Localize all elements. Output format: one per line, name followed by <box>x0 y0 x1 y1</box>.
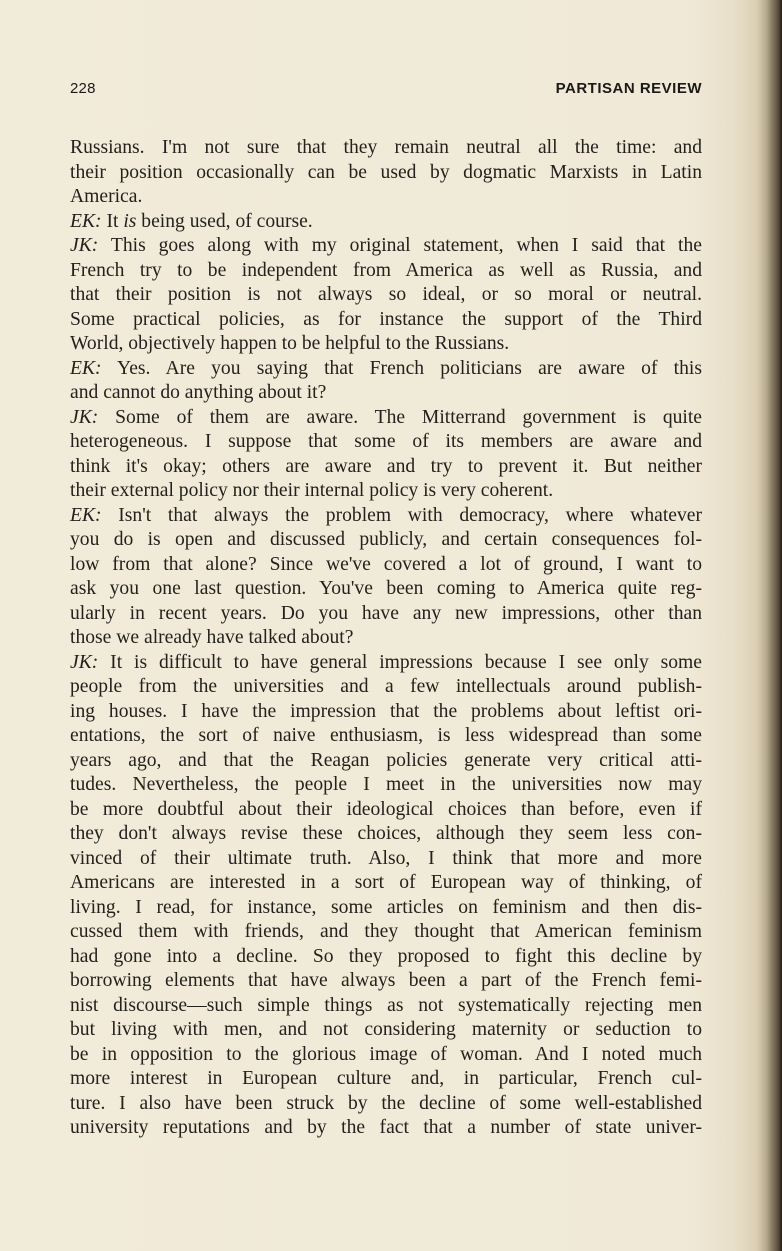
text-line <box>70 969 702 994</box>
line-text: It <box>101 210 124 232</box>
line-text: nist discourse—such simple things as not systematically rejecting men <box>70 994 702 1016</box>
text-line <box>70 479 702 504</box>
speaker-label: EK: <box>70 357 102 379</box>
text-line <box>70 455 702 480</box>
text-line <box>70 602 702 627</box>
line-text: ularly in recent years. Do you have any new impressions, other than <box>70 602 702 624</box>
line-text: living. I read, for instance, some articles on feminism and then dis- <box>70 896 702 918</box>
line-text: borrowing elements that have always been a part of the French femi- <box>70 970 702 991</box>
text-line <box>70 1092 702 1117</box>
text-line <box>70 259 702 284</box>
line-text: people from the universities and a few intellectuals around publish- <box>70 676 702 697</box>
text-line <box>70 332 702 357</box>
page-number: 228 <box>70 80 96 97</box>
line-text: Yes. Are you saying that French politicians are aware of this <box>101 357 702 379</box>
text-line <box>70 994 702 1019</box>
text-line <box>70 1067 702 1092</box>
line-text: university reputations and by the fact that a number of state univer- <box>70 1117 702 1138</box>
line-text: think it's okay; others are aware and try to prevent it. But neither <box>70 455 702 477</box>
text-line <box>70 847 702 872</box>
line-text: Some of them are aware. The Mitterrand government is quite <box>98 406 702 428</box>
line-text: that their position is not always so ideal, or so moral or neutral. <box>70 284 702 305</box>
line-text: America. <box>70 186 143 207</box>
line-text: and cannot do anything about it? <box>70 382 327 403</box>
line-text: you do is open and discussed publicly, and certain consequences fol- <box>70 529 702 550</box>
line-text: their external policy nor their internal policy is very coherent. <box>70 480 554 501</box>
body-text <box>70 136 702 1141</box>
text-line <box>70 406 702 431</box>
text-line <box>70 798 702 823</box>
line-text: be more doubtful about their ideological choices than before, even if <box>70 798 702 820</box>
text-line <box>70 945 702 970</box>
text-line <box>70 896 702 921</box>
line-text: ing houses. I have the impression that the problems about leftist ori- <box>70 700 702 722</box>
line-text: cussed them with friends, and they thought that American feminism <box>70 921 702 942</box>
line-text: Americans are interested in a sort of European way of thinking, of <box>70 872 702 893</box>
line-text: but living with men, and not considering maternity or seduction to <box>70 1019 702 1040</box>
speaker-label: JK: <box>70 235 99 256</box>
text-line <box>70 822 702 847</box>
text-line <box>70 430 702 455</box>
line-text: years ago, and that the Reagan policies generate very critical atti- <box>70 749 702 771</box>
text-line <box>70 871 702 896</box>
text-line <box>70 357 702 382</box>
text-line <box>70 283 702 308</box>
running-head: PARTISAN REVIEW <box>555 80 702 97</box>
book-gutter-shadow <box>756 0 782 1251</box>
text-line <box>70 920 702 945</box>
text-line <box>70 577 702 602</box>
line-text: Some practical policies, as for instance the support of the Third <box>70 308 702 330</box>
line-text: tudes. Nevertheless, the people I meet in the universities now may <box>70 774 702 795</box>
page-header <box>70 80 702 104</box>
emphasis: is <box>123 210 137 232</box>
text-line <box>70 1043 702 1068</box>
line-text: Russians. I'm not sure that they remain neutral all the time: and <box>70 137 702 158</box>
text-line <box>70 724 702 749</box>
line-text: vinced of their ultimate truth. Also, I think that more and more <box>70 847 702 869</box>
line-text: more interest in European culture and, in particular, French cul- <box>70 1068 702 1089</box>
text-line <box>70 553 702 578</box>
line-text: It is difficult to have general impressions because I see only some <box>98 651 702 673</box>
line-text: ask you one last question. You've been coming to America quite reg- <box>70 578 702 599</box>
text-line <box>70 1018 702 1043</box>
text-line <box>70 675 702 700</box>
line-text: being used, of course. <box>136 210 313 232</box>
speaker-label: EK: <box>70 504 102 526</box>
line-text: those we already have talked about? <box>70 627 354 648</box>
text-line <box>70 626 702 651</box>
text-line <box>70 504 702 529</box>
text-line <box>70 381 702 406</box>
text-line <box>70 185 702 210</box>
speaker-label: JK: <box>70 406 99 428</box>
line-text: they don't always revise these choices, although they seem less con- <box>70 823 702 844</box>
line-text: heterogeneous. I suppose that some of its members are aware and <box>70 431 702 452</box>
text-line <box>70 749 702 774</box>
speaker-label: JK: <box>70 651 99 673</box>
text-line <box>70 700 702 725</box>
line-text: entations, the sort of naive enthusiasm, is less widespread than some <box>70 725 702 746</box>
text-line <box>70 210 702 235</box>
text-line <box>70 773 702 798</box>
line-text: low from that alone? Since we've covered a lot of ground, I want to <box>70 553 702 575</box>
line-text: This goes along with my original statement, when I said that the <box>98 235 702 256</box>
speaker-label: EK: <box>70 210 102 232</box>
text-line <box>70 308 702 333</box>
text-line <box>70 161 702 186</box>
text-line <box>70 136 702 161</box>
text-line <box>70 528 702 553</box>
text-line <box>70 1116 702 1141</box>
line-text: French try to be independent from America as well as Russia, and <box>70 259 702 281</box>
line-text: their position occasionally can be used by dogmatic Marxists in Latin <box>70 161 702 183</box>
text-line <box>70 651 702 676</box>
line-text: had gone into a decline. So they proposed to fight this decline by <box>70 945 702 967</box>
line-text: World, objectively happen to be helpful to the Russians. <box>70 333 510 354</box>
line-text: be in opposition to the glorious image of woman. And I noted much <box>70 1043 702 1065</box>
text-line <box>70 234 702 259</box>
line-text: Isn't that always the problem with democracy, where whatever <box>101 504 702 526</box>
line-text: ture. I also have been struck by the decline of some well-established <box>70 1092 702 1114</box>
